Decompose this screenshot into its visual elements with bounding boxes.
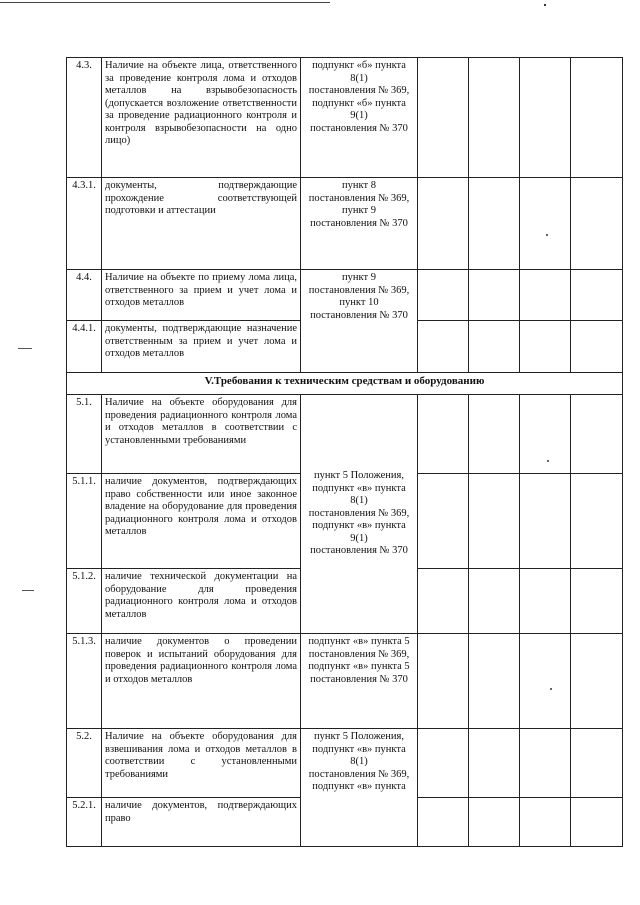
empty-cell xyxy=(571,634,623,729)
empty-cell xyxy=(418,634,469,729)
margin-mark xyxy=(22,590,34,591)
requirement-text: Наличие на объекте оборудования для проведения радиационного контроля лома и отходов металлов в соответствии с установленными требованиями xyxy=(102,395,301,474)
reference-line: пункт 5 Положения, xyxy=(314,470,404,482)
empty-cell xyxy=(469,634,520,729)
item-number: 5.1.1. xyxy=(67,474,102,569)
reference-line: постановления № 369, xyxy=(308,648,410,660)
table-row xyxy=(67,270,623,321)
empty-cell xyxy=(520,798,571,847)
empty-cell xyxy=(520,321,571,373)
empty-cell xyxy=(571,321,623,373)
item-number: 4.4. xyxy=(67,270,102,321)
table-row xyxy=(67,395,623,474)
top-rule xyxy=(0,2,330,3)
empty-cell xyxy=(418,798,469,847)
reference-line: постановления № 370 xyxy=(310,309,408,321)
empty-cell xyxy=(469,178,520,270)
item-number: 5.2.1. xyxy=(67,798,102,847)
empty-cell xyxy=(469,58,520,178)
reference-line: подпункт «в» пункта 9(1) xyxy=(312,520,406,544)
empty-cell xyxy=(418,395,469,474)
empty-cell xyxy=(571,178,623,270)
reference-line: постановления № 370 xyxy=(310,217,408,229)
item-number: 5.1.3. xyxy=(67,634,102,729)
legal-reference xyxy=(301,178,418,270)
empty-cell xyxy=(520,178,571,270)
legal-reference xyxy=(301,270,418,373)
empty-cell xyxy=(571,270,623,321)
table-row xyxy=(67,634,623,729)
legal-reference xyxy=(301,395,418,634)
empty-cell xyxy=(520,474,571,569)
margin-mark xyxy=(18,348,32,349)
reference-line: пункт 9 xyxy=(342,272,376,283)
reference-line: подпункт «в» пункта 5 xyxy=(308,636,410,647)
empty-cell xyxy=(418,729,469,798)
empty-cell xyxy=(571,798,623,847)
item-number: 5.1. xyxy=(67,395,102,474)
empty-cell xyxy=(571,395,623,474)
empty-cell xyxy=(571,474,623,569)
legal-reference xyxy=(301,634,418,729)
empty-cell xyxy=(418,270,469,321)
empty-cell xyxy=(469,798,520,847)
empty-cell xyxy=(571,569,623,634)
item-number: 4.3. xyxy=(67,58,102,178)
requirement-text: наличие документов, подтверждающих право собственности или иное законное владение на оборудование для проведения радиационного контроля лома и отходов металлов xyxy=(102,474,301,569)
requirement-text: документы, подтверждающие прохождение соответствующей подготовки и аттестации xyxy=(102,178,301,270)
section-row xyxy=(67,373,623,395)
table-row xyxy=(67,178,623,270)
empty-cell xyxy=(469,474,520,569)
reference-line: подпункт «б» пункта 8(1) xyxy=(312,60,406,84)
item-number: 5.2. xyxy=(67,729,102,798)
scan-mark xyxy=(544,4,546,6)
legal-reference xyxy=(301,58,418,178)
empty-cell xyxy=(469,395,520,474)
reference-line: постановления № 369, xyxy=(308,507,410,519)
empty-cell xyxy=(571,729,623,798)
empty-cell xyxy=(520,395,571,474)
empty-cell xyxy=(418,569,469,634)
empty-cell xyxy=(418,58,469,178)
requirement-text: Наличие на объекте лица, ответственного за проведение контроля лома и отходов металлов на взрывобезопасность (допускается возложение ответственности за проведение радиационного контроля и контроля взрывобезопасности на одно лицо) xyxy=(102,58,301,178)
reference-line: постановления № 370 xyxy=(310,122,408,134)
reference-line: постановления № 369, xyxy=(308,768,410,780)
reference-line: подпункт «в» пункта 8(1) xyxy=(312,482,406,507)
empty-cell xyxy=(520,729,571,798)
empty-cell xyxy=(469,321,520,373)
reference-line: пункт 5 Положения, xyxy=(314,731,404,742)
empty-cell xyxy=(520,634,571,729)
empty-cell xyxy=(469,270,520,321)
empty-cell xyxy=(469,569,520,634)
reference-line: постановления № 369, xyxy=(308,284,410,296)
empty-cell xyxy=(418,321,469,373)
reference-line: постановления № 369, xyxy=(308,85,410,96)
section-title: V.Требования к техническим средствам и оборудованию xyxy=(67,373,623,395)
empty-cell xyxy=(520,569,571,634)
requirement-text: наличие документов о проведении поверок и испытаний оборудования для проведения радиационного контроля лома и отходов металлов xyxy=(102,634,301,729)
empty-cell xyxy=(418,178,469,270)
empty-cell xyxy=(520,270,571,321)
requirements-table xyxy=(66,57,623,847)
table-row xyxy=(67,58,623,178)
legal-reference xyxy=(301,729,418,847)
reference-line: подпункт «в» пункта 8(1) xyxy=(312,743,406,767)
reference-line: подпункт «в» пункта 5 xyxy=(308,661,410,672)
reference-line: подпункт «в» пункта xyxy=(312,781,406,792)
requirement-text: Наличие на объекте оборудования для взвешивания лома и отходов металлов в соответствии с установленными требованиями xyxy=(102,729,301,798)
reference-line: подпункт «б» пункта 9(1) xyxy=(312,97,406,121)
reference-line: пункт 8 xyxy=(342,180,376,191)
empty-cell xyxy=(571,58,623,178)
reference-line: пункт 9 xyxy=(342,205,376,216)
requirement-text: наличие технической документации на оборудование для проведения радиационного контроля лома и отходов металлов xyxy=(102,569,301,634)
reference-line: постановления № 369, xyxy=(308,192,410,204)
item-number: 4.3.1. xyxy=(67,178,102,270)
reference-line: постановления № 370 xyxy=(310,673,408,685)
item-number: 4.4.1. xyxy=(67,321,102,373)
empty-cell xyxy=(469,729,520,798)
reference-line: постановления № 370 xyxy=(310,545,408,557)
requirement-text: Наличие на объекте по приему лома лица, ответственного за прием и учет лома и отходов металлов xyxy=(102,270,301,321)
table-row xyxy=(67,729,623,798)
reference-line: пункт 10 xyxy=(339,297,379,308)
requirement-text: документы, подтверждающие назначение ответственным за прием и учет лома и отходов металлов xyxy=(102,321,301,373)
empty-cell xyxy=(520,58,571,178)
item-number: 5.1.2. xyxy=(67,569,102,634)
requirement-text: наличие документов, подтверждающих право xyxy=(102,798,301,847)
empty-cell xyxy=(418,474,469,569)
